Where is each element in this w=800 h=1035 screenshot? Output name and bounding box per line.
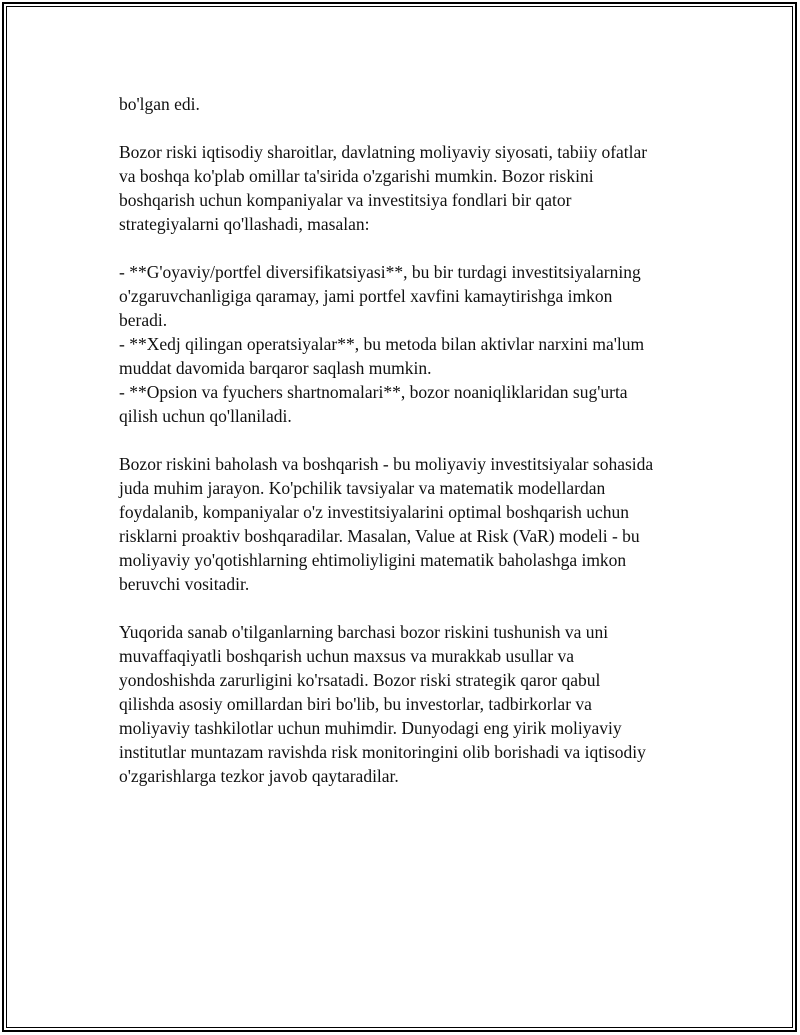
text-line: muvaffaqiyatli boshqarish uchun maxsus va murakkab usullar va — [119, 646, 575, 666]
text-line: va boshqa ko'plab omillar ta'sirida o'zgarishi mumkin. Bozor riskini — [119, 166, 594, 186]
text-line: qilishda asosiy omillardan biri bo'lib, bu investorlar, tadbirkorlar va — [119, 694, 592, 714]
paragraph-gap — [119, 116, 699, 140]
text-line: beruvchi vositadir. — [119, 574, 250, 594]
text-line: institutlar muntazam ravishda risk monitoringini olib borishadi va iqtisodiy — [119, 742, 646, 762]
document-body — [119, 92, 699, 788]
text-line: juda muhim jarayon. Ko'pchilik tavsiyalar va matematik modellardan — [119, 478, 606, 498]
text-line: Bozor riski iqtisodiy sharoitlar, davlatning moliyaviy siyosati, tabiiy ofatlar — [119, 142, 648, 162]
text-line: bo'lgan edi. — [119, 94, 200, 114]
list-item-line: muddat davomida barqaror saqlash mumkin. — [119, 358, 432, 378]
list-item-line: - **G'oyaviy/portfel diversifikatsiyasi**, bu bir turdagi investitsiyalarning — [119, 262, 641, 282]
text-line: boshqarish uchun kompaniyalar va investitsiya fondlari bir qator — [119, 190, 572, 210]
paragraph-risk-assessment — [119, 452, 699, 596]
paragraph-gap — [119, 236, 699, 260]
text-line: foydalanib, kompaniyalar o'z investitsiyalarini optimal boshqarish uchun — [119, 502, 630, 522]
text-line: strategiyalarni qo'llashadi, masalan: — [119, 214, 370, 234]
paragraph-continuation — [119, 92, 699, 116]
list-item-line: - **Opsion va fyuchers shartnomalari**, bozor noaniqliklaridan sug'urta — [119, 382, 628, 402]
text-line: risklarni proaktiv boshqaradilar. Masalan, Value at Risk (VaR) modeli - bu — [119, 526, 640, 546]
text-line: Bozor riskini baholash va boshqarish - bu moliyaviy investitsiyalar sohasida — [119, 454, 654, 474]
list-item-line: qilish uchun qo'llaniladi. — [119, 406, 292, 426]
paragraph-conclusion — [119, 620, 699, 788]
text-line: Yuqorida sanab o'tilganlarning barchasi bozor riskini tushunish va uni — [119, 622, 609, 642]
text-line: moliyaviy yo'qotishlarning ehtimoliyligini matematik baholashga imkon — [119, 550, 627, 570]
list-item-line: beradi. — [119, 310, 168, 330]
text-line: o'zgarishlarga tezkor javob qaytaradilar. — [119, 766, 399, 786]
strategy-list — [119, 260, 699, 428]
paragraph-gap — [119, 428, 699, 452]
list-item-line: o'zgaruvchanligiga qaramay, jami portfel xavfini kamaytirishga imkon — [119, 286, 613, 306]
paragraph-gap — [119, 596, 699, 620]
list-item-line: - **Xedj qilingan operatsiyalar**, bu metoda bilan aktivlar narxini ma'lum — [119, 334, 645, 354]
text-line: moliyaviy tashkilotlar uchun muhimdir. Dunyodagi eng yirik moliyaviy — [119, 718, 622, 738]
paragraph-market-risk-factors — [119, 140, 699, 236]
text-line: yondoshishda zarurligini ko'rsatadi. Bozor riski strategik qaror qabul — [119, 670, 601, 690]
